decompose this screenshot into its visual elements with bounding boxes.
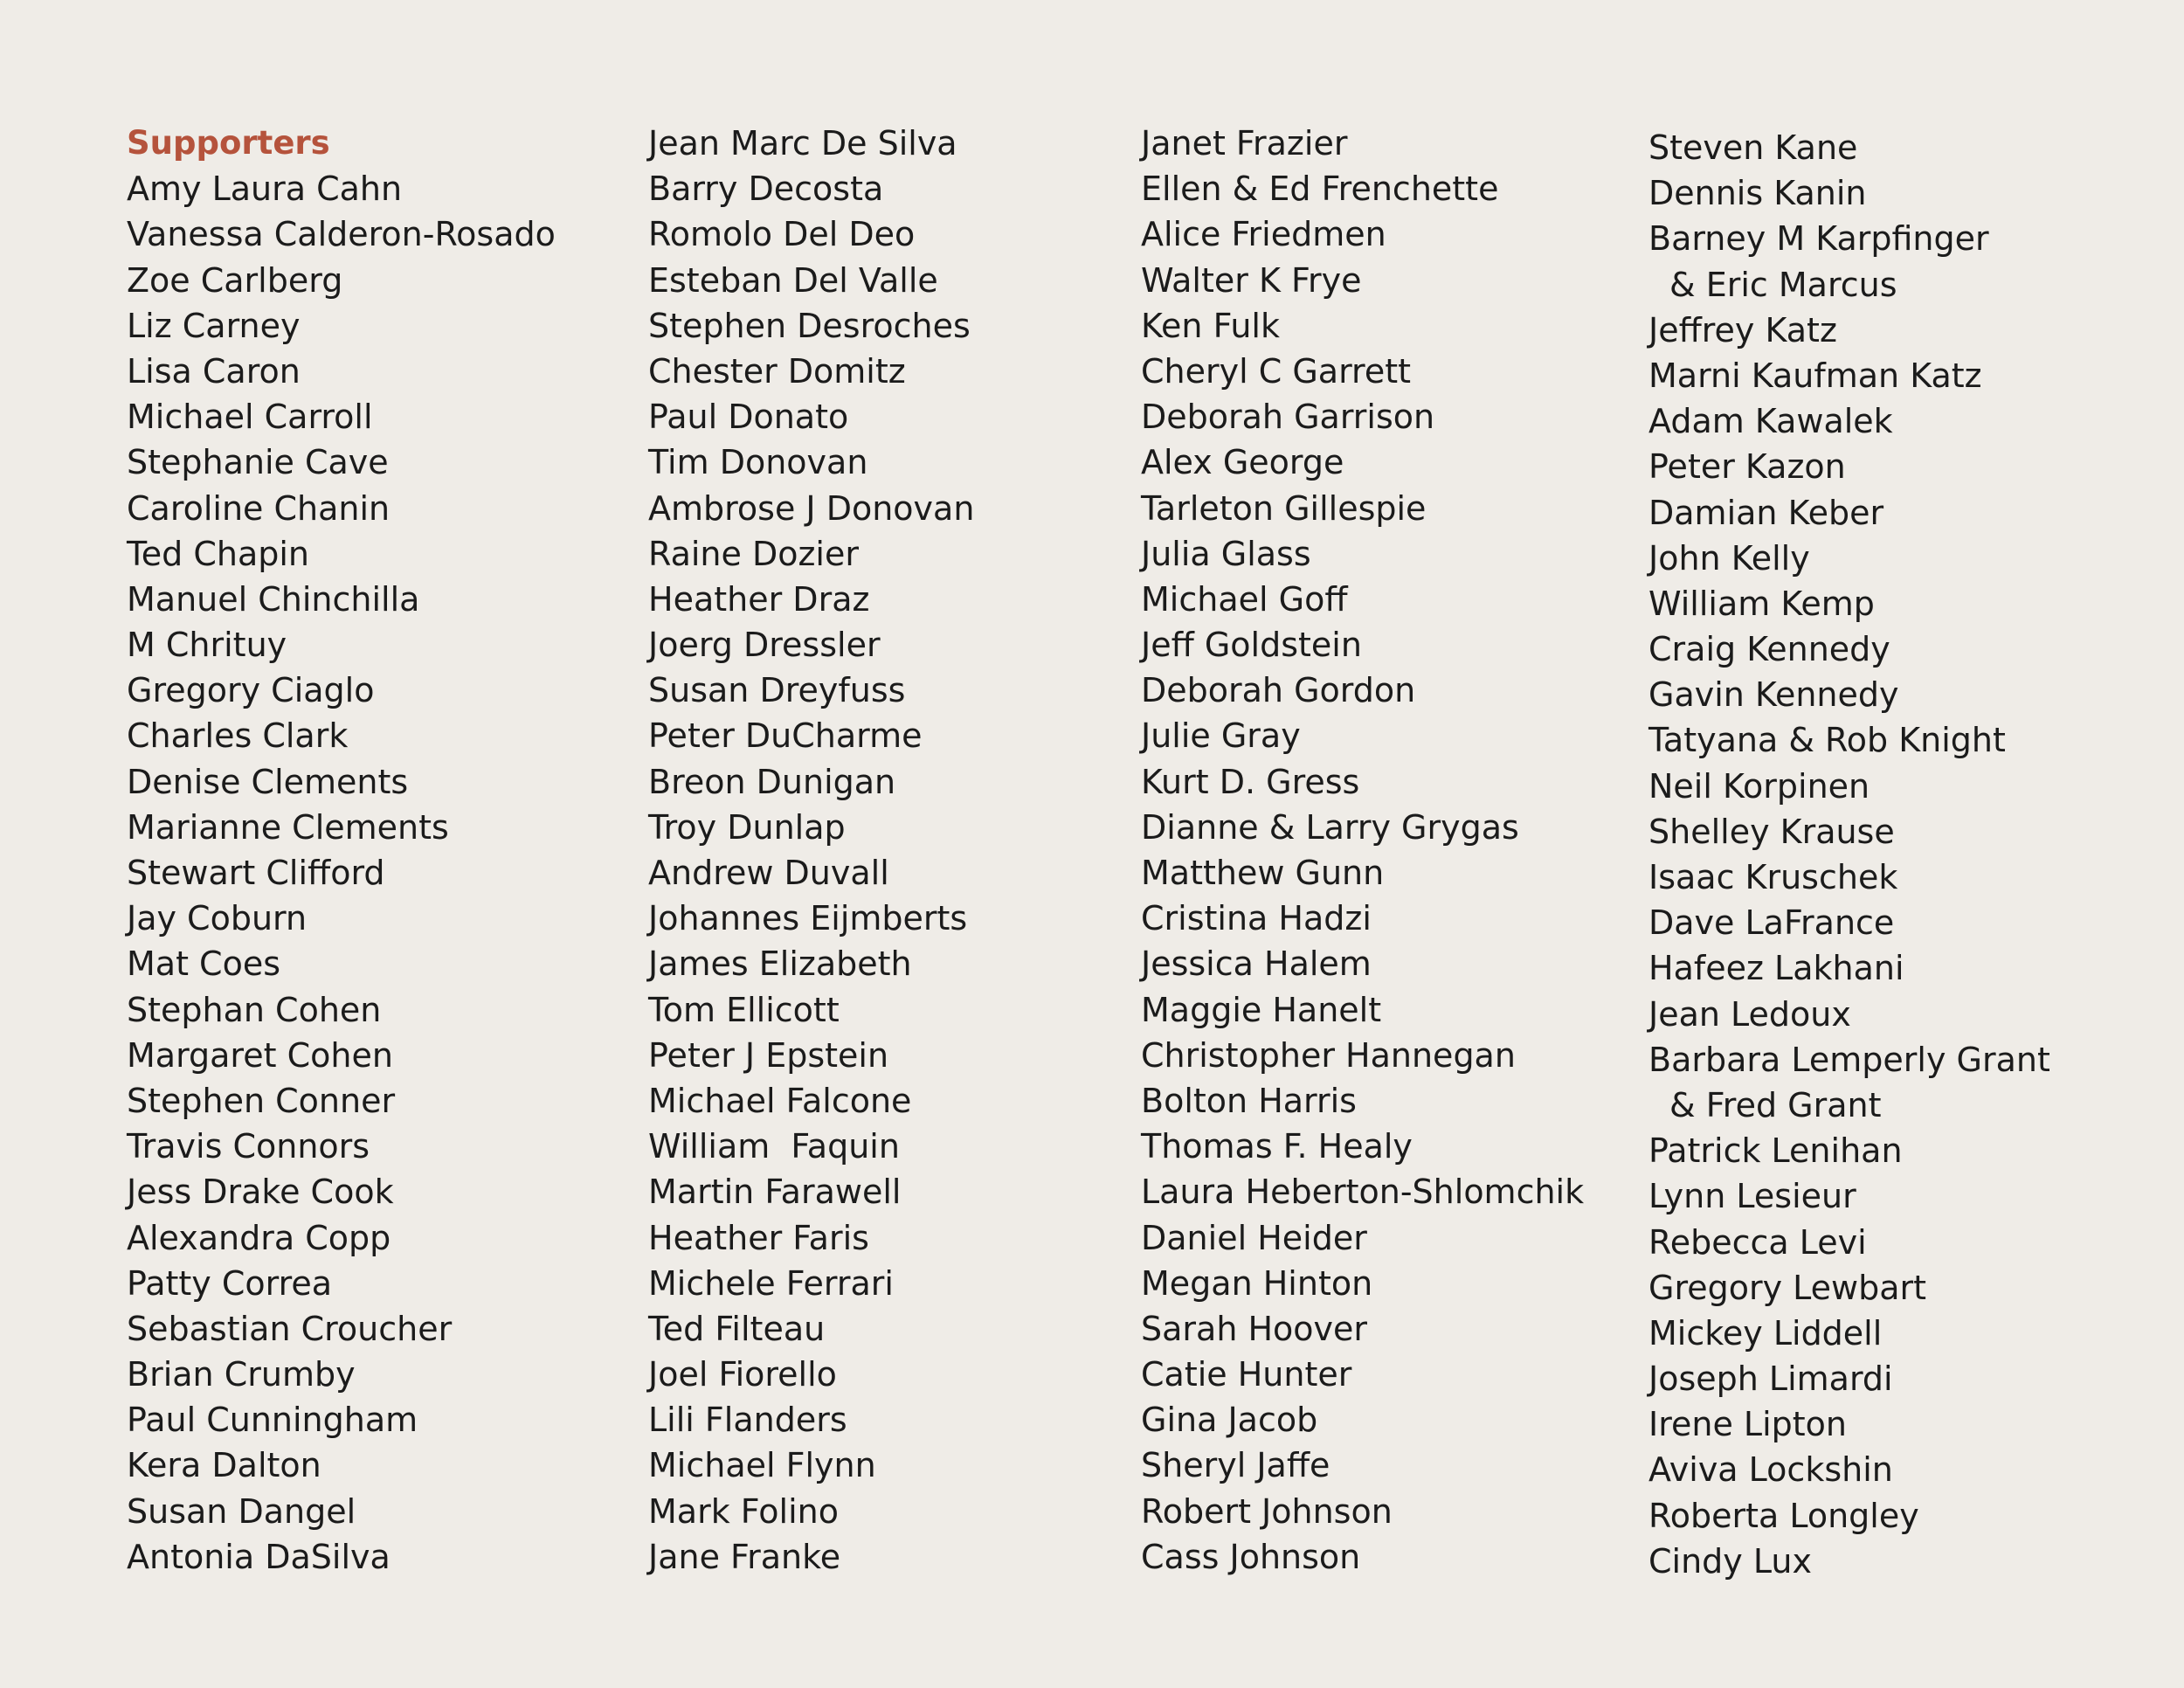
supporters-heading: Supporters bbox=[127, 124, 330, 162]
supporter-name: Liz Carney bbox=[127, 306, 301, 345]
supporter-name: Sebastian Croucher bbox=[127, 1309, 453, 1348]
supporter-name: Matthew Gunn bbox=[1141, 854, 1385, 892]
supporter-name: Susan Dreyfuss bbox=[648, 671, 906, 710]
supporter-name: Tim Donovan bbox=[648, 443, 868, 482]
supporter-name: Deborah Gordon bbox=[1141, 671, 1416, 710]
supporter-name: Cristina Hadzi bbox=[1141, 899, 1372, 938]
supporter-name: Michael Flynn bbox=[648, 1446, 876, 1485]
supporter-name: Denise Clements bbox=[127, 762, 409, 801]
supporter-name: Patty Correa bbox=[127, 1263, 333, 1303]
supporter-name: Jeff Goldstein bbox=[1141, 626, 1362, 665]
supporter-name: Sheryl Jaffe bbox=[1141, 1446, 1330, 1485]
supporter-name: Ted Chapin bbox=[127, 534, 309, 573]
supporter-name: Jess Drake Cook bbox=[127, 1173, 394, 1212]
supporter-name: Marianne Clements bbox=[127, 807, 449, 847]
supporter-name: Paul Cunningham bbox=[127, 1401, 418, 1440]
supporter-name: James Elizabeth bbox=[648, 944, 912, 984]
supporter-name: Ellen & Ed Frenchette bbox=[1141, 169, 1499, 209]
supporter-name: Chester Domitz bbox=[648, 351, 906, 391]
supporter-name: Mickey Liddell bbox=[1648, 1313, 1883, 1352]
supporter-name: M Chrituy bbox=[127, 626, 287, 665]
supporter-name: Tatyana & Rob Knight bbox=[1648, 721, 2006, 760]
supporter-name: Esteban Del Valle bbox=[648, 260, 938, 300]
supporter-name: Laura Heberton-Shlomchik bbox=[1141, 1173, 1585, 1212]
supporter-name: Barney M Karpfinger bbox=[1648, 219, 1989, 259]
supporters-column-4 bbox=[1648, 125, 2050, 1584]
supporter-name: Paul Donato bbox=[648, 398, 849, 437]
supporters-column-2 bbox=[648, 121, 974, 1580]
supporter-name: Barbara Lemperly Grant bbox=[1648, 1040, 2050, 1079]
supporter-name: Dianne & Larry Grygas bbox=[1141, 807, 1519, 847]
supporter-name: Antonia DaSilva bbox=[127, 1537, 390, 1576]
supporter-name: Maggie Hanelt bbox=[1141, 990, 1382, 1029]
supporter-name: Ambrose J Donovan bbox=[648, 488, 975, 528]
supporter-name: Susan Dangel bbox=[127, 1491, 356, 1531]
supporter-name: Stephan Cohen bbox=[127, 990, 382, 1029]
supporter-name: Alex George bbox=[1141, 443, 1344, 482]
supporter-name: Martin Farawell bbox=[648, 1173, 902, 1212]
supporter-name-continued: & Eric Marcus bbox=[1669, 265, 1897, 304]
supporter-name: Aviva Lockshin bbox=[1648, 1450, 1893, 1490]
supporter-name: John Kelly bbox=[1648, 538, 1810, 578]
supporter-name: Joerg Dressler bbox=[648, 626, 881, 665]
supporter-name: Shelley Krause bbox=[1648, 812, 1895, 851]
supporter-name: Peter Kazon bbox=[1648, 447, 1846, 487]
supporter-name: Michael Carroll bbox=[127, 398, 373, 437]
supporter-name: Jean Ledoux bbox=[1648, 994, 1851, 1034]
supporter-name: Marni Kaufman Katz bbox=[1648, 356, 1982, 395]
supporter-name: Gina Jacob bbox=[1141, 1401, 1318, 1440]
supporter-name: Patrick Lenihan bbox=[1648, 1131, 1903, 1171]
supporter-name: Michael Goff bbox=[1141, 579, 1348, 619]
supporter-name: Gregory Lewbart bbox=[1648, 1268, 1927, 1307]
supporter-name: Irene Lipton bbox=[1648, 1405, 1847, 1444]
supporter-name: Heather Faris bbox=[648, 1218, 869, 1257]
supporter-name: Damian Keber bbox=[1648, 493, 1884, 532]
supporter-name: Hafeez Lakhani bbox=[1648, 949, 1904, 988]
supporter-name: Manuel Chinchilla bbox=[127, 579, 420, 619]
supporter-name: Vanessa Calderon-Rosado bbox=[127, 215, 556, 254]
supporter-name: Megan Hinton bbox=[1141, 1263, 1373, 1303]
supporter-name: Michael Falcone bbox=[648, 1081, 912, 1120]
supporters-column-1 bbox=[127, 121, 556, 1580]
supporter-name: Lisa Caron bbox=[127, 351, 301, 391]
supporter-name: Jean Marc De Silva bbox=[648, 124, 957, 163]
supporter-name: Bolton Harris bbox=[1141, 1081, 1357, 1120]
supporter-name: Catie Hunter bbox=[1141, 1355, 1352, 1394]
supporter-name: Jessica Halem bbox=[1141, 944, 1372, 984]
supporters-column-3 bbox=[1141, 121, 1584, 1580]
supporter-name: Stephen Conner bbox=[127, 1081, 396, 1120]
supporter-name: Jay Coburn bbox=[127, 899, 308, 938]
supporter-name: Julia Glass bbox=[1141, 534, 1311, 573]
supporter-name: Tarleton Gillespie bbox=[1141, 488, 1427, 528]
supporter-name: Ken Fulk bbox=[1141, 306, 1280, 345]
supporter-name: Lynn Lesieur bbox=[1648, 1177, 1856, 1216]
supporter-name: Sarah Hoover bbox=[1141, 1309, 1368, 1348]
supporter-name: Romolo Del Deo bbox=[648, 215, 916, 254]
supporter-name: Walter K Frye bbox=[1141, 260, 1362, 300]
supporter-name: Michele Ferrari bbox=[648, 1263, 894, 1303]
supporter-name: Andrew Duvall bbox=[648, 854, 889, 892]
supporter-name: Thomas F. Healy bbox=[1141, 1127, 1413, 1166]
supporter-name: William Faquin bbox=[648, 1127, 900, 1166]
supporter-name: Jeffrey Katz bbox=[1648, 310, 1837, 349]
supporter-name: Kera Dalton bbox=[127, 1446, 321, 1485]
supporter-name: Mark Folino bbox=[648, 1491, 839, 1531]
supporter-name: Jane Franke bbox=[648, 1537, 841, 1576]
supporter-name: Steven Kane bbox=[1648, 128, 1858, 167]
supporter-name: Joel Fiorello bbox=[648, 1355, 837, 1394]
supporter-name: Troy Dunlap bbox=[648, 807, 846, 847]
supporter-name: Deborah Garrison bbox=[1141, 398, 1435, 437]
supporter-name: Kurt D. Gress bbox=[1141, 762, 1360, 801]
supporter-name: Ted Filteau bbox=[648, 1309, 826, 1348]
supporter-name: Peter J Epstein bbox=[648, 1035, 889, 1075]
supporter-name: Johannes Eijmberts bbox=[648, 899, 968, 938]
supporter-name: Dave LaFrance bbox=[1648, 903, 1895, 943]
supporter-name: Raine Dozier bbox=[648, 534, 859, 573]
supporter-name: Christopher Hannegan bbox=[1141, 1035, 1516, 1075]
supporter-name: Alexandra Copp bbox=[127, 1218, 391, 1257]
supporter-name: Barry Decosta bbox=[648, 169, 884, 209]
supporter-name: Joseph Limardi bbox=[1648, 1359, 1893, 1399]
supporter-name: Janet Frazier bbox=[1141, 124, 1348, 163]
supporter-name: Brian Crumby bbox=[127, 1355, 356, 1394]
supporter-name: Roberta Longley bbox=[1648, 1496, 1919, 1535]
supporter-name: Stewart Clifford bbox=[127, 854, 385, 892]
supporter-name: Neil Korpinen bbox=[1648, 766, 1870, 806]
supporter-name: Adam Kawalek bbox=[1648, 402, 1893, 441]
supporter-name: Stephen Desroches bbox=[648, 306, 971, 345]
supporter-name: Travis Connors bbox=[127, 1127, 370, 1166]
supporter-name: Dennis Kanin bbox=[1648, 174, 1867, 213]
supporter-name: Gregory Ciaglo bbox=[127, 671, 375, 710]
supporter-name: Rebecca Levi bbox=[1648, 1222, 1867, 1262]
supporter-name: Heather Draz bbox=[648, 579, 870, 619]
supporter-name: Amy Laura Cahn bbox=[127, 169, 403, 209]
supporter-name: Breon Dunigan bbox=[648, 762, 896, 801]
supporter-name: Margaret Cohen bbox=[127, 1035, 393, 1075]
supporter-name: William Kemp bbox=[1648, 584, 1875, 623]
supporter-name: Gavin Kennedy bbox=[1648, 675, 1899, 715]
supporter-name: Zoe Carlberg bbox=[127, 260, 343, 300]
supporter-name: Tom Ellicott bbox=[648, 990, 840, 1029]
supporter-name: Cheryl C Garrett bbox=[1141, 351, 1412, 391]
supporter-name: Robert Johnson bbox=[1141, 1491, 1393, 1531]
supporter-name: Alice Friedmen bbox=[1141, 215, 1386, 254]
supporter-name: Charles Clark bbox=[127, 716, 349, 756]
supporter-name: Cass Johnson bbox=[1141, 1537, 1361, 1576]
supporter-name: Isaac Kruschek bbox=[1648, 858, 1898, 896]
supporter-name-continued: & Fred Grant bbox=[1669, 1085, 1882, 1124]
supporter-name: Daniel Heider bbox=[1141, 1218, 1367, 1257]
supporter-name: Julie Gray bbox=[1141, 716, 1301, 756]
supporter-name: Mat Coes bbox=[127, 944, 281, 984]
supporter-name: Cindy Lux bbox=[1648, 1541, 1812, 1581]
supporter-name: Caroline Chanin bbox=[127, 488, 390, 528]
supporter-name: Peter DuCharme bbox=[648, 716, 923, 756]
supporter-name: Craig Kennedy bbox=[1648, 630, 1890, 669]
supporter-name: Stephanie Cave bbox=[127, 443, 389, 482]
supporter-name: Lili Flanders bbox=[648, 1401, 847, 1440]
